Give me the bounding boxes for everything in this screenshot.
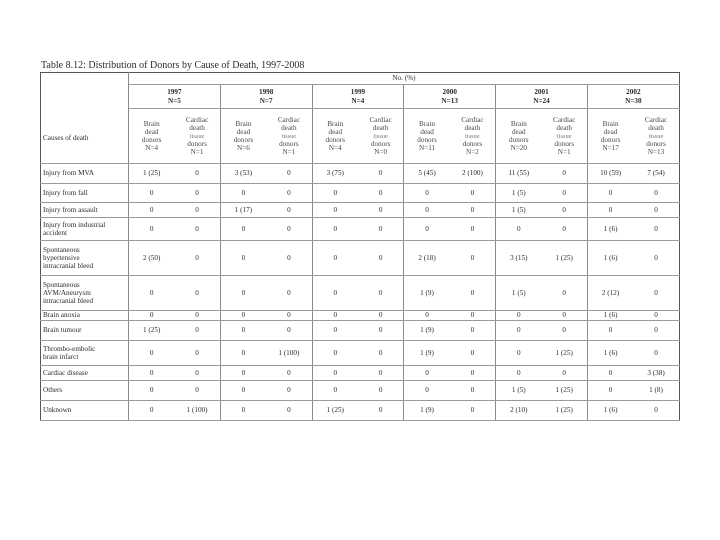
year-header-1997: [129, 85, 221, 109]
value-cell: 3 (75): [312, 164, 358, 184]
cause-line: Brain anoxia: [43, 311, 80, 320]
value-cell: 1 (17): [220, 203, 266, 218]
subheader-line: donors: [279, 139, 299, 148]
subheader-line: donors: [325, 136, 346, 144]
table-row: [41, 366, 680, 381]
value-cell: 2 (10): [496, 401, 542, 421]
subheader-line: N=11: [418, 144, 436, 153]
value-cell: 1 (5): [496, 381, 542, 401]
value-cell: 0: [633, 276, 679, 311]
year-label: 1997: [167, 88, 182, 97]
subheader-line: Brain: [143, 119, 160, 128]
subheader-line: Brain: [510, 119, 527, 128]
value-cell: 0: [587, 321, 633, 341]
value-cell: 0: [358, 164, 404, 184]
subheader-line: death: [281, 124, 297, 133]
value-cell: 0: [174, 203, 220, 218]
subheader-line: N=13: [647, 147, 665, 156]
value-cell: 0: [450, 203, 496, 218]
value-cell: 0: [450, 366, 496, 381]
subheader-line: Brain: [602, 119, 619, 128]
value-cell: 0: [496, 218, 542, 241]
subheader-line: dead: [420, 127, 434, 136]
value-cell: 0: [358, 401, 404, 421]
value-cell: 0: [496, 366, 542, 381]
value-cell: 0: [358, 381, 404, 401]
value-cell: 0: [633, 341, 679, 366]
value-cell: 1 (100): [174, 401, 220, 421]
value-cell: 0: [450, 241, 496, 276]
value-cell: 0: [496, 321, 542, 341]
value-cell: 0: [404, 311, 450, 321]
value-cell: 0: [266, 366, 312, 381]
year-label: 1999: [350, 88, 366, 97]
value-cell: 0: [542, 366, 588, 381]
year-n: N=4: [351, 96, 365, 105]
value-cell: 3 (53): [220, 164, 266, 184]
cause-line: Injury from MVA: [43, 169, 94, 178]
cause-label: [41, 241, 129, 276]
subheader-line: dead: [603, 127, 618, 136]
value-cell: 1 (9): [404, 321, 450, 341]
header-row-years: [41, 85, 680, 109]
cause-label: [41, 164, 129, 184]
value-cell: 0: [312, 311, 358, 321]
subheader-line: death: [648, 124, 664, 133]
year-label: 2002: [626, 88, 641, 97]
brain-dead-donors-header: [587, 109, 633, 164]
value-cell: 0: [266, 241, 312, 276]
value-cell: 0: [633, 184, 679, 203]
subheader-line: N=17: [602, 144, 619, 153]
value-cell: 1 (25): [542, 341, 588, 366]
value-cell: 0: [220, 366, 266, 381]
value-cell: 0: [312, 381, 358, 401]
value-cell: 3 (15): [496, 241, 542, 276]
subheader-line: donors: [417, 136, 437, 144]
cardiac-death-tissue-donors-header: [266, 109, 312, 164]
subheader-line: N=6: [237, 144, 250, 153]
subheader-line: dead: [144, 127, 159, 136]
table-container: [40, 72, 679, 421]
value-cell: 1 (25): [129, 321, 175, 341]
subheader-line: tissue: [281, 132, 297, 140]
year-n: N=13: [441, 96, 458, 105]
value-cell: 0: [312, 241, 358, 276]
value-cell: 0: [404, 381, 450, 401]
value-cell: 1 (25): [129, 164, 175, 184]
table-body: [41, 73, 680, 421]
subheader-line: death: [189, 124, 205, 133]
value-cell: 0: [358, 366, 404, 381]
subheader-line: tissue: [373, 132, 388, 140]
value-cell: 2 (18): [404, 241, 450, 276]
cause-label: [41, 203, 129, 218]
value-cell: 0: [450, 184, 496, 203]
table-row: [41, 341, 680, 366]
subheader-line: Cardiac: [369, 116, 392, 125]
value-cell: 0: [633, 321, 679, 341]
subheader-line: dead: [512, 127, 526, 136]
header-row-subcols: [41, 109, 680, 164]
value-cell: 0: [129, 366, 175, 381]
value-cell: 0: [542, 184, 588, 203]
value-cell: 0: [266, 276, 312, 311]
value-cell: 0: [404, 203, 450, 218]
subheader-line: dead: [236, 127, 251, 136]
subheader-line: N=4: [145, 144, 159, 153]
causes-of-death-header: Causes of death: [43, 133, 89, 142]
subheader-line: N=1: [190, 147, 204, 156]
value-cell: 0: [174, 164, 220, 184]
value-cell: 0: [587, 184, 633, 203]
subheader-line: donors: [600, 136, 621, 144]
subheader-line: N=1: [557, 147, 571, 156]
header-row-measure: [41, 73, 680, 85]
value-cell: 0: [633, 241, 679, 276]
value-cell: 1 (6): [587, 241, 633, 276]
value-cell: 0: [174, 366, 220, 381]
value-cell: 0: [450, 276, 496, 311]
value-cell: 0: [266, 164, 312, 184]
cause-line: Injury from industrial: [43, 220, 106, 229]
value-cell: 0: [266, 311, 312, 321]
value-cell: 0: [312, 218, 358, 241]
cause-line: Spontaneous: [43, 280, 80, 289]
subheader-line: donors: [187, 139, 207, 148]
table-row: [41, 401, 680, 421]
value-cell: 0: [220, 401, 266, 421]
cause-line: hypertensive: [43, 253, 80, 262]
value-cell: 0: [542, 164, 588, 184]
header-blank: [41, 73, 129, 164]
value-cell: 0: [312, 276, 358, 311]
cause-label: [41, 311, 129, 321]
brain-dead-donors-header: [129, 109, 175, 164]
value-cell: 0: [450, 341, 496, 366]
cause-label: [41, 218, 129, 241]
value-cell: 0: [220, 381, 266, 401]
cause-line: Others: [43, 386, 63, 395]
value-cell: 0: [266, 321, 312, 341]
value-cell: 0: [220, 184, 266, 203]
cause-line: Spontaneous: [43, 245, 80, 254]
value-cell: 1 (9): [404, 401, 450, 421]
subheader-line: Cardiac: [277, 116, 301, 125]
subheader-line: death: [464, 124, 481, 133]
value-cell: 0: [266, 401, 312, 421]
value-cell: 0: [266, 203, 312, 218]
subheader-line: dead: [328, 127, 343, 136]
subheader-line: Brain: [327, 119, 344, 128]
brain-dead-donors-header: [496, 109, 542, 164]
value-cell: 0: [542, 311, 588, 321]
cause-label: [41, 341, 129, 366]
subheader-line: donors: [646, 139, 666, 148]
value-cell: 0: [129, 341, 175, 366]
subheader-line: Brain: [235, 119, 252, 128]
value-cell: 1 (25): [542, 381, 588, 401]
value-cell: 1 (9): [404, 276, 450, 311]
year-n: N=30: [625, 96, 642, 105]
year-n: N=5: [167, 96, 181, 105]
subheader-line: Brain: [419, 119, 436, 128]
value-cell: 2 (12): [587, 276, 633, 311]
value-cell: 0: [174, 381, 220, 401]
cause-line: AVM/Aneurysm: [43, 288, 91, 297]
cause-label: [41, 276, 129, 311]
donor-cause-table: [40, 72, 680, 421]
subheader-line: donors: [141, 136, 162, 144]
value-cell: 0: [450, 218, 496, 241]
subheader-line: Cardiac: [644, 116, 668, 125]
value-cell: 1 (25): [542, 401, 588, 421]
value-cell: 0: [266, 184, 312, 203]
cause-line: Unknown: [43, 406, 72, 415]
year-label: 2001: [534, 88, 549, 97]
value-cell: 0: [312, 321, 358, 341]
subheader-line: N=1: [282, 147, 296, 156]
table-row: [41, 241, 680, 276]
cause-label: [41, 366, 129, 381]
brain-dead-donors-header: [404, 109, 450, 164]
value-cell: 0: [129, 276, 175, 311]
value-cell: 0: [404, 366, 450, 381]
value-cell: 0: [633, 203, 679, 218]
value-cell: 0: [220, 341, 266, 366]
subheader-line: tissue: [465, 132, 480, 140]
value-cell: 0: [129, 311, 175, 321]
value-cell: 1 (5): [496, 184, 542, 203]
value-cell: 0: [404, 184, 450, 203]
value-cell: 0: [633, 218, 679, 241]
value-cell: 0: [633, 401, 679, 421]
subheader-line: donors: [554, 139, 574, 148]
value-cell: 0: [542, 203, 588, 218]
subheader-line: Cardiac: [553, 116, 576, 125]
year-label: 2000: [442, 88, 457, 97]
value-cell: 1 (6): [587, 311, 633, 321]
value-cell: 3 (38): [633, 366, 679, 381]
subheader-line: death: [556, 124, 572, 133]
cause-line: Brain tumour: [43, 326, 82, 335]
year-header-2001: [496, 85, 588, 109]
table-row: [41, 381, 680, 401]
value-cell: 5 (45): [404, 164, 450, 184]
subheader-line: tissue: [648, 132, 664, 140]
value-cell: 0: [266, 218, 312, 241]
table-row: [41, 184, 680, 203]
value-cell: 0: [174, 341, 220, 366]
cardiac-death-tissue-donors-header: [633, 109, 679, 164]
cause-line: brain infarct: [43, 353, 79, 361]
value-cell: 0: [220, 241, 266, 276]
value-cell: 0: [542, 276, 588, 311]
value-cell: 0: [358, 276, 404, 311]
subheader-line: N=0: [374, 147, 388, 156]
subheader-line: N=4: [328, 144, 342, 153]
cause-line: intracranial bleed: [43, 262, 94, 271]
value-cell: 10 (59): [587, 164, 633, 184]
table-title: Table 8.12: Distribution of Donors by Cause of Death, 1997-2008: [41, 60, 305, 71]
value-cell: 0: [587, 381, 633, 401]
year-header-1999: [312, 85, 404, 109]
subheader-line: donors: [462, 139, 483, 148]
subheader-line: Cardiac: [461, 116, 484, 125]
value-cell: 0: [174, 241, 220, 276]
value-cell: 0: [129, 184, 175, 203]
year-n: N=24: [533, 96, 550, 105]
value-cell: 2 (100): [450, 164, 496, 184]
cardiac-death-tissue-donors-header: [358, 109, 404, 164]
value-cell: 7 (54): [633, 164, 679, 184]
value-cell: 1 (25): [312, 401, 358, 421]
value-cell: 0: [312, 341, 358, 366]
value-cell: 0: [220, 321, 266, 341]
value-cell: 0: [174, 184, 220, 203]
subheader-line: Cardiac: [185, 116, 209, 125]
value-cell: 0: [129, 218, 175, 241]
value-cell: 0: [358, 341, 404, 366]
value-cell: 0: [174, 321, 220, 341]
cause-label: [41, 401, 129, 421]
cause-line: Thrombo-embolic: [43, 344, 96, 353]
value-cell: 1 (6): [587, 401, 633, 421]
value-cell: 0: [587, 203, 633, 218]
value-cell: 0: [633, 311, 679, 321]
value-cell: 0: [220, 276, 266, 311]
subheader-line: donors: [509, 136, 529, 144]
value-cell: 0: [358, 321, 404, 341]
subheader-line: tissue: [556, 132, 572, 140]
subheader-line: N=2: [466, 147, 479, 156]
value-cell: 0: [450, 401, 496, 421]
cardiac-death-tissue-donors-header: [542, 109, 588, 164]
value-cell: 0: [220, 218, 266, 241]
value-cell: 1 (6): [587, 218, 633, 241]
subheader-line: death: [372, 124, 389, 133]
year-header-2000: [404, 85, 496, 109]
cardiac-death-tissue-donors-header: [174, 109, 220, 164]
table-row: [41, 311, 680, 321]
value-cell: 0: [542, 218, 588, 241]
cause-line: Cardiac disease: [43, 368, 88, 377]
value-cell: 0: [358, 311, 404, 321]
value-cell: 0: [220, 311, 266, 321]
subheader-line: tissue: [189, 132, 205, 140]
value-cell: 0: [404, 218, 450, 241]
value-cell: 0: [450, 321, 496, 341]
year-n: N=7: [259, 96, 273, 105]
table-row: [41, 321, 680, 341]
value-cell: 0: [174, 311, 220, 321]
value-cell: 0: [450, 311, 496, 321]
value-cell: 0: [358, 218, 404, 241]
measure-label: No. (%): [129, 73, 680, 85]
value-cell: 0: [358, 184, 404, 203]
cause-label: [41, 381, 129, 401]
value-cell: 0: [129, 401, 175, 421]
table-row: [41, 276, 680, 311]
cause-line: intracranial bleed: [43, 297, 94, 306]
cause-line: Injury from assault: [43, 205, 98, 214]
subheader-line: donors: [370, 139, 391, 148]
value-cell: 1 (5): [496, 203, 542, 218]
value-cell: 1 (100): [266, 341, 312, 366]
value-cell: 0: [358, 203, 404, 218]
cause-line: accident: [43, 229, 67, 237]
cause-label: [41, 184, 129, 203]
subheader-line: donors: [233, 136, 254, 144]
value-cell: 11 (55): [496, 164, 542, 184]
value-cell: 1 (9): [404, 341, 450, 366]
value-cell: 1 (5): [496, 276, 542, 311]
value-cell: 1 (25): [542, 241, 588, 276]
value-cell: 0: [312, 203, 358, 218]
subheader-line: N=20: [510, 144, 528, 153]
value-cell: 2 (50): [129, 241, 175, 276]
brain-dead-donors-header: [220, 109, 266, 164]
value-cell: 0: [266, 381, 312, 401]
value-cell: 0: [174, 276, 220, 311]
table-row: [41, 164, 680, 184]
table-row: [41, 218, 680, 241]
value-cell: 0: [450, 381, 496, 401]
value-cell: 0: [174, 218, 220, 241]
value-cell: 0: [496, 341, 542, 366]
year-header-2002: [587, 85, 679, 109]
cause-label: [41, 321, 129, 341]
cardiac-death-tissue-donors-header: [450, 109, 496, 164]
cause-line: Injury from fall: [43, 188, 88, 197]
year-header-1998: [220, 85, 312, 109]
value-cell: 0: [129, 203, 175, 218]
value-cell: 0: [358, 241, 404, 276]
brain-dead-donors-header: [312, 109, 358, 164]
value-cell: 0: [312, 366, 358, 381]
value-cell: 0: [496, 311, 542, 321]
value-cell: 0: [129, 381, 175, 401]
year-label: 1998: [258, 88, 274, 97]
table-row: [41, 203, 680, 218]
value-cell: 1 (6): [587, 341, 633, 366]
value-cell: 1 (8): [633, 381, 679, 401]
value-cell: 0: [542, 321, 588, 341]
value-cell: 0: [312, 184, 358, 203]
value-cell: 0: [587, 366, 633, 381]
